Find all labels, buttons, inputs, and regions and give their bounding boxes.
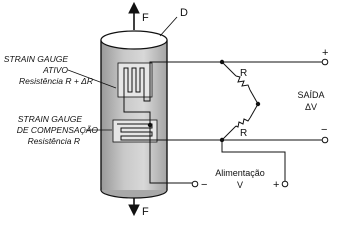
cylinder-body bbox=[101, 31, 167, 198]
output-terminal-minus[interactable] bbox=[322, 137, 328, 143]
active-gauge-line-2: ATIVO bbox=[43, 65, 68, 75]
force-label-top: F bbox=[142, 12, 149, 24]
output-minus-sign: − bbox=[321, 124, 328, 136]
compensation-gauge-line-3: Resistência R bbox=[27, 136, 80, 146]
output-label: SAÍDA bbox=[297, 90, 325, 100]
supply-voltage: V bbox=[236, 180, 244, 190]
resistor-lower bbox=[236, 118, 250, 127]
active-gauge-caption bbox=[4, 54, 93, 86]
output-terminal-plus[interactable] bbox=[322, 59, 328, 65]
active-gauge-line-1: STRAIN GAUGE bbox=[3, 54, 68, 64]
supply-label: Alimentação bbox=[215, 168, 265, 178]
active-strain-gauge bbox=[118, 63, 152, 97]
force-label-bottom: F bbox=[142, 206, 149, 218]
output-delta-v: ΔV bbox=[304, 102, 318, 112]
resistor-upper-label: R bbox=[240, 68, 248, 79]
force-arrow-top bbox=[129, 3, 139, 30]
supply-terminal-plus[interactable] bbox=[282, 181, 288, 187]
compensation-gauge-caption bbox=[17, 114, 99, 146]
supply-plus-sign: + bbox=[273, 179, 280, 191]
resistor-lower-label: R bbox=[240, 128, 248, 139]
supply-minus-sign: − bbox=[201, 179, 208, 191]
active-gauge-line-3: Resistência R + ΔR bbox=[19, 76, 93, 86]
diameter-leader bbox=[160, 17, 177, 36]
compensation-gauge-line-1: STRAIN GAUGE bbox=[17, 114, 82, 124]
compensation-gauge-line-2: DE COMPENSAÇÃO bbox=[16, 125, 98, 135]
output-plus-sign: + bbox=[322, 47, 329, 59]
supply-terminal-minus[interactable] bbox=[192, 181, 198, 187]
diameter-label: D bbox=[180, 7, 188, 19]
